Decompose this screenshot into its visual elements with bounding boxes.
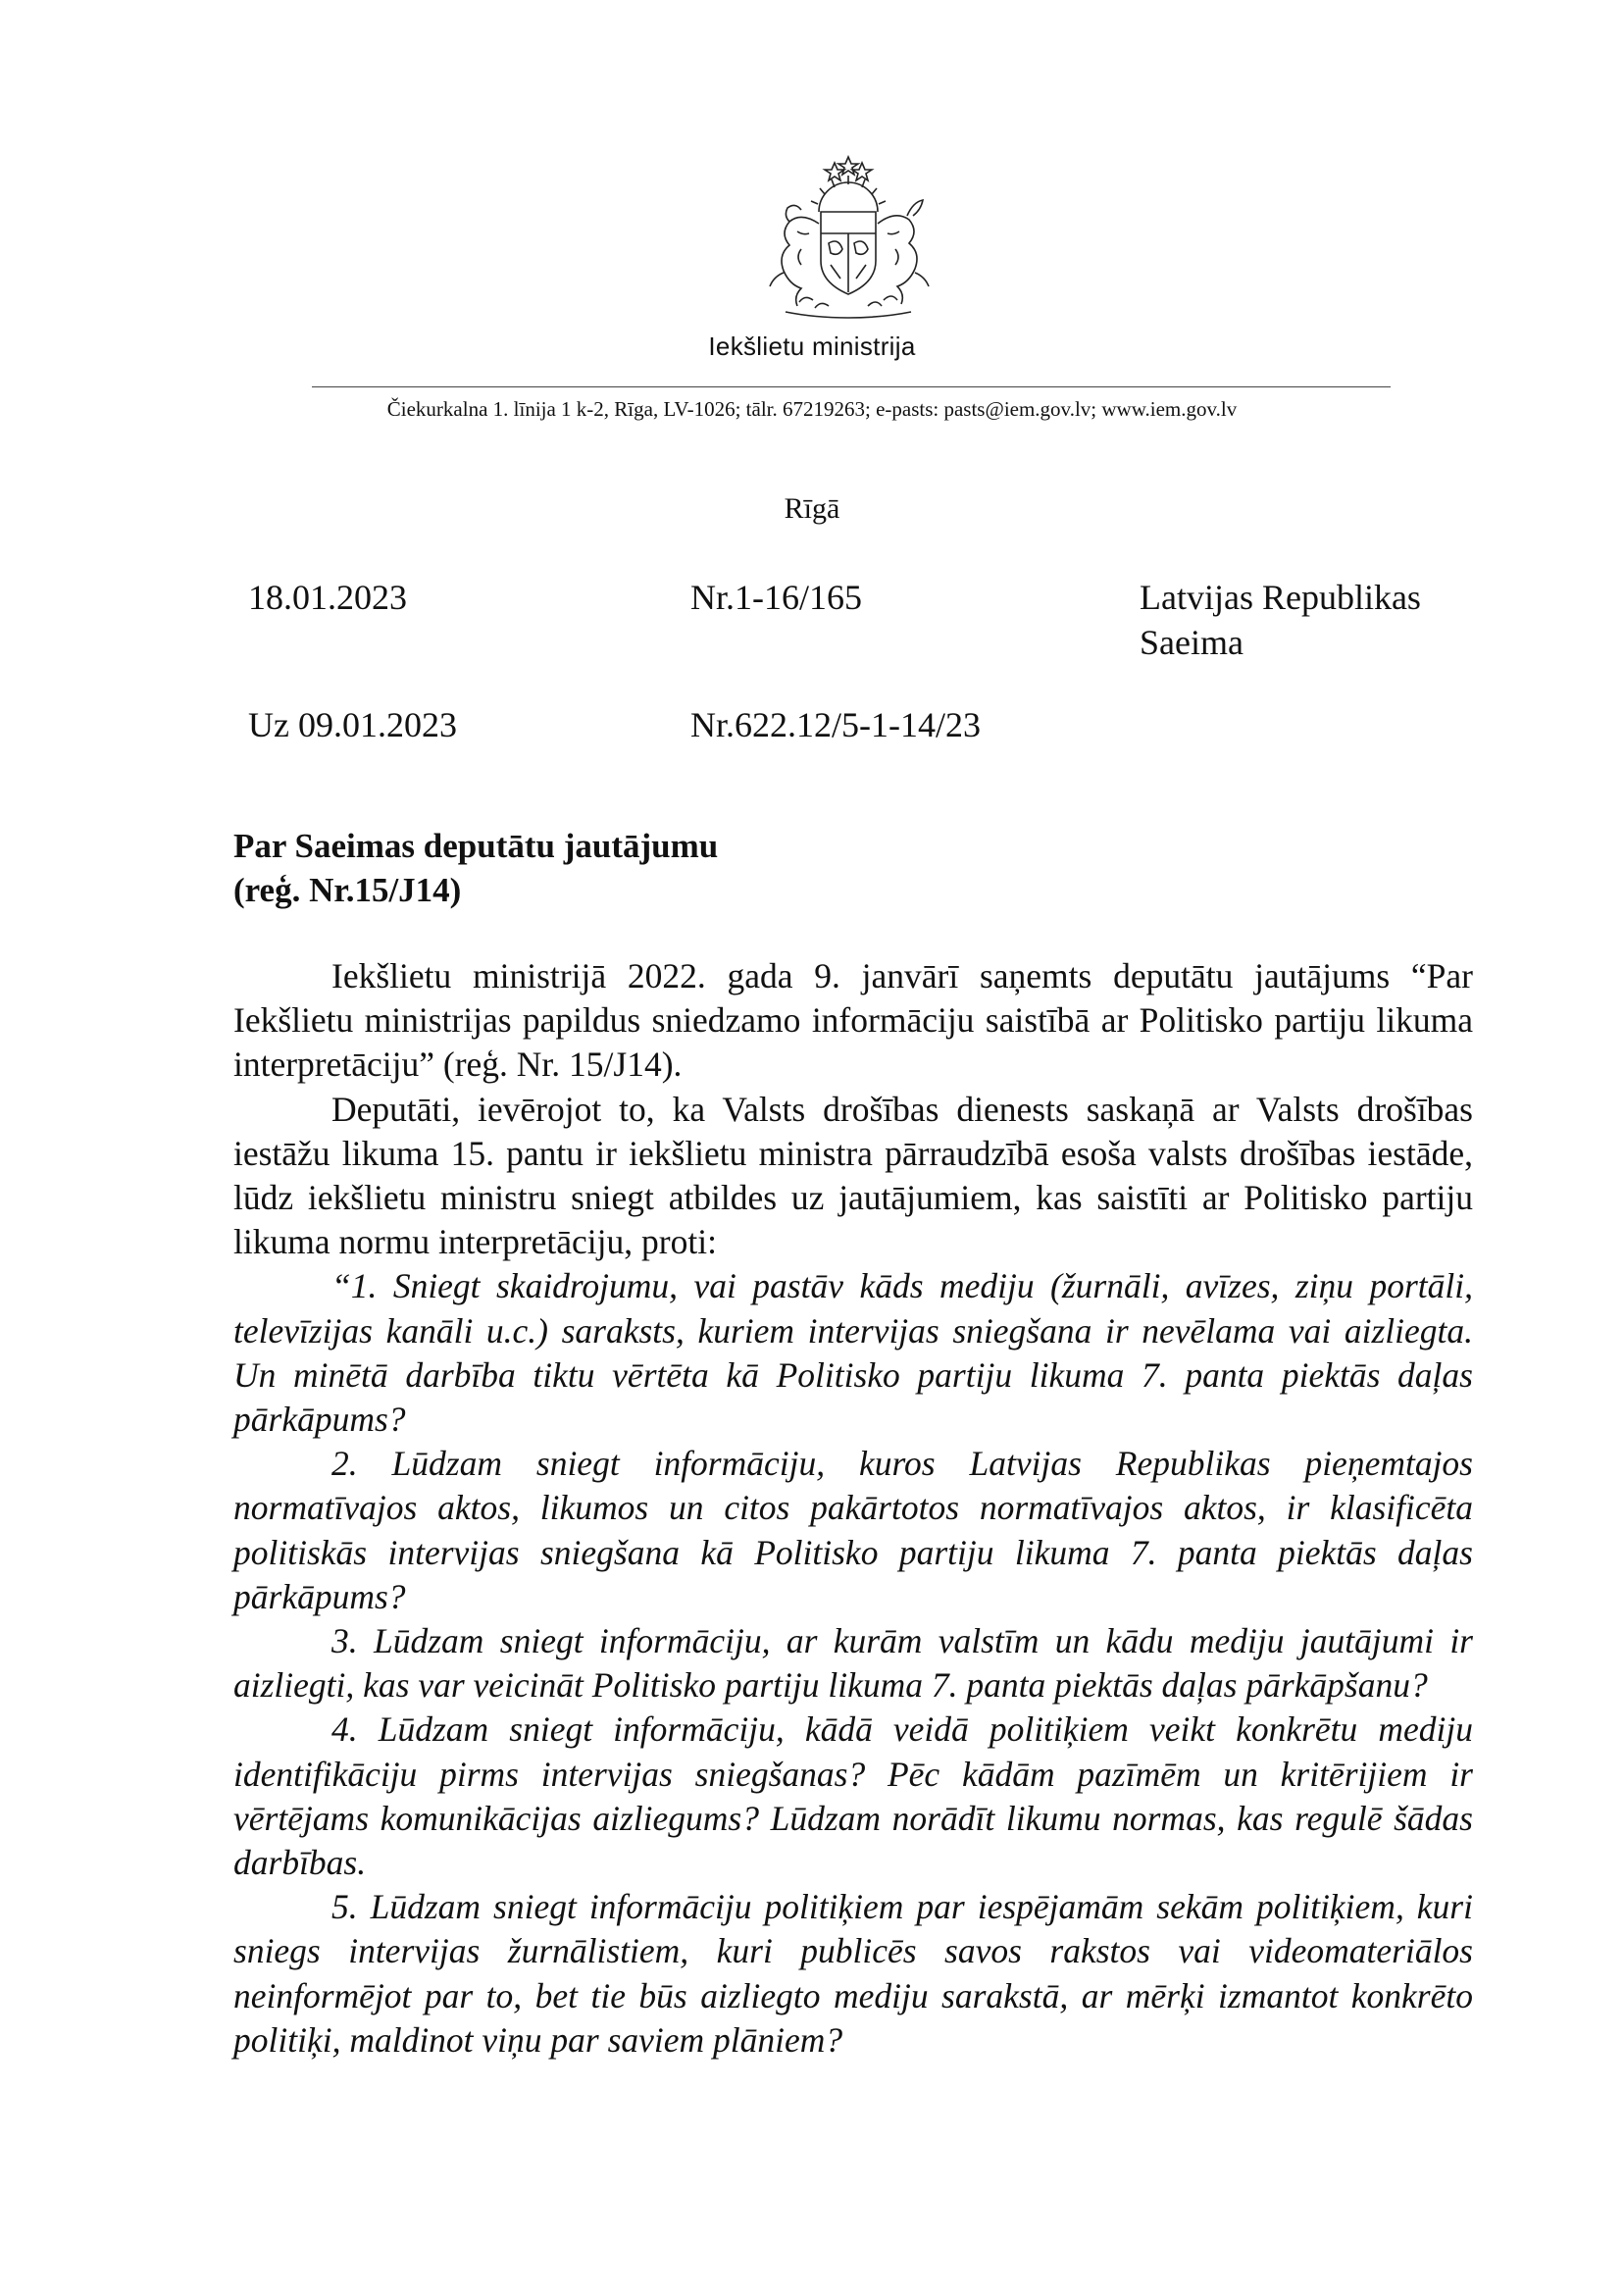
reference-date: Uz 09.01.2023 [248,705,457,744]
body-paragraph: Iekšlietu ministrijā 2022. gada 9. janvārī saņemts deputātu jautājums “Par Iekšlietu ministrijas papildus sniedzamo informāciju saistībā ar Politisko partiju likuma interpretāciju” (reģ. Nr. 15/J14). [233,956,1473,1085]
letter-date: 18.01.2023 [248,578,407,617]
question-paragraph: 3. Lūdzam sniegt informāciju, ar kurām valstīm un kādu mediju jautājumi ir aizliegti, kas var veicināt Politisko partiju likuma 7. panta piektās daļas pārkāpšanu? [233,1621,1473,1706]
subject-heading [233,824,718,912]
question-paragraph: 2. Lūdzam sniegt informāciju, kuros Latvijas Republikas pieņemtajos normatīvajos aktos, likumos un citos pakārtotos normatīvajos aktos, ir klasificēta politiskās intervijas sniegšana kā Politisko partiju likuma 7. panta piektās daļas pārkāpums? [233,1444,1473,1616]
question-paragraph: 4. Lūdzam sniegt informāciju, kādā veidā politiķiem veikt konkrētu mediju identifikāciju pirms intervijas sniegšanas? Pēc kādām pazīmēm un kritērijiem ir vērtējams komunikācijas aizliegums? Lūdzam norādīt likumu normas, kas regulē šādas darbības. [233,1709,1473,1883]
reference-number: Nr.622.12/5-1-14/23 [690,705,981,744]
subject-line: Par Saeimas deputātu jautājumu [233,827,719,865]
letter-body [233,954,1473,2063]
recipient-line: Saeima [1140,623,1243,662]
header-divider [312,386,1391,387]
body-paragraph: Deputāti, ievērojot to, ka Valsts drošības dienests saskaņā ar Valsts drošības iestāžu likuma 15. pantu ir iekšlietu ministra pārraudzībā esoša valsts drošības iestāde, lūdz iekšlietu ministru sniegt atbildes uz jautājumiem, kas saistīti ar Politisko partiju likuma normu interpretāciju, proti: [233,1089,1473,1262]
ministry-name: Iekšlietu ministrija [708,331,916,361]
latvia-coat-of-arms-icon [750,155,946,327]
question-paragraph: 5. Lūdzam sniegt informāciju politiķiem par iespējamām sekām politiķiem, kuri sniegs intervijas žurnālistiem, kuri publicēs savos rakstos vai videomateriālos neinformējot par to, bet tie būs aizliegto mediju sarakstā, ar mērķi izmantot konkrēto politiķi, maldinot viņu par saviem plāniem? [233,1887,1473,2060]
recipient [1140,575,1421,665]
subject-line: (reģ. Nr.15/J14) [233,871,462,909]
recipient-line: Latvijas Republikas [1140,578,1421,617]
letter-number: Nr.1-16/165 [690,578,862,617]
ministry-address: Čiekurkalna 1. līnija 1 k-2, Rīga, LV-1026; tālr. 67219263; e-pasts: pasts@iem.gov.lv; www.iem.gov.lv [386,397,1238,421]
letter-city: Rīgā [784,492,840,525]
question-paragraph: “1. Sniegt skaidrojumu, vai pastāv kāds mediju (žurnāli, avīzes, ziņu portāli, televīzijas kanāli u.c.) saraksts, kuriem intervijas sniegšana ir nevēlama vai aizliegta. Un minētā darbība tiktu vērtēta kā Politisko partiju likuma 7. panta piektās daļas pārkāpums? [233,1266,1473,1440]
